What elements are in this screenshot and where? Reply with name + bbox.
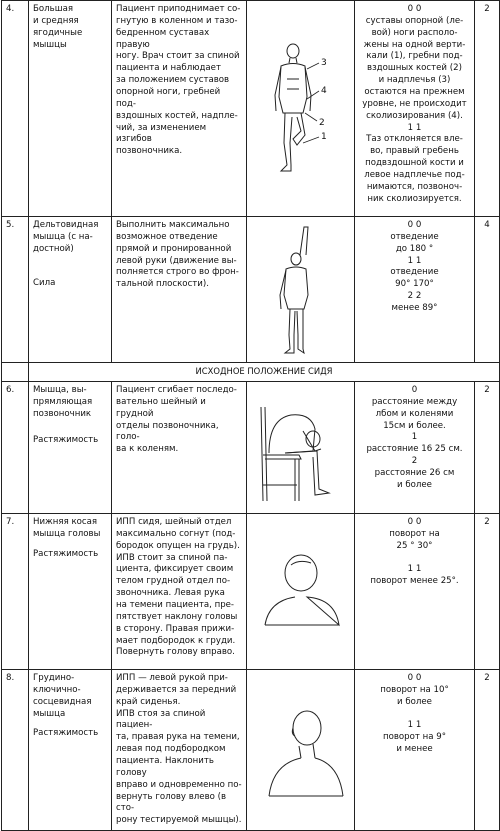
score: 2 [475,382,500,514]
seated-figure-forward-bend-icon [255,393,347,503]
figure-label-3: 3 [320,57,327,68]
table-row [2,217,500,363]
row-number: 6. [2,382,29,514]
figure-label-2: 2 [318,117,325,128]
property-label: Растяжимость [33,728,99,739]
head-rotation-figure-icon [255,547,347,637]
test-description: ИПП сидя, шейный отдел максимально согнут (под- бородок опущен на грудь). ИПВ стоит за спиной па- циента, фиксирует своим телом грудной отдел по- звоночника. Левая рука на темени пациента, пре- пятствует наклону головы в сторону. Правая прижи- мает подбородок к груди. Повернуть голову вправо. [116,517,240,658]
score: 4 [475,217,500,363]
table-row [2,514,500,670]
muscle-name: Дельтовидная мышца (с на- достной) [33,220,99,254]
section-heading-row [2,363,500,382]
property-label: Растяжимость [33,548,99,559]
row-number: 4. [2,1,29,217]
score: 2 [475,670,500,831]
test-result: 0 0 отведение до 180 ° 1 1 отведение 90° 170° 2 2 менее 89° [390,220,439,314]
table-row [2,670,500,831]
row-number: 5. [2,217,29,363]
muscle-name: Грудино- ключично- сосцевидная мышца [33,673,92,719]
test-description: ИПП — левой рукой при- держивается за передний край сиденья. ИПВ стоя за спиной пациен- та, правая рука на темени, левая под подбородком пациента. Наклонить голову вправо и одновременно по- вернуть голову влево (в сто- рону тестируемой мышцы). [116,673,242,826]
table-row [2,1,500,217]
figure-label-4: 4 [320,85,327,96]
test-result: 0 расстояние между лбом и коленями 15см и более. 1 расстояние 16 25 см. 2 расстояние 26 см и более [366,385,463,490]
test-description: Выполнить максимально возможное отведение прямой и пронированной левой руки (движение вы- полняется строго во фрон- тальной плоскости). [116,220,239,290]
property-label: Растяжимость [33,434,99,445]
table-row [2,382,500,514]
muscle-name: Мышца, вы- прямляющая позвоночник [33,385,93,419]
test-result: 0 0 суставы опорной (ле- вой) ноги располо- жены на одной верти- кали (1), гребни под- вздошных костей (2) и надплечья (3) остаются на прежнем уровне, не происходит сколиозирования (4). 1 1 Таз отклоняется вле- во, правый гребень подвздошной кости и левое надплечье под- нимаются, позвоноч- ник сколиозируется. [362,4,467,204]
muscle-name: Нижняя косая мышца головы [33,517,101,539]
row-number: 8. [2,670,29,831]
test-description: Пациент сгибает последо- вательно шейный и грудной отделы позвоночника, голо- ва к коленям. [116,385,237,455]
standing-figure-arm-raised-icon [266,225,336,355]
test-result: 0 0 поворот на 25 ° 30° 1 1 поворот менее 25°. [370,517,459,587]
muscle-name: Большая и средняя ягодичные мышцы [33,4,83,50]
muscle-test-table [1,0,500,831]
head-tilt-figure-icon [255,700,347,800]
test-result: 0 0 поворот на 10° и более 1 1 поворот на 9° и менее [380,673,449,755]
score: 2 [475,514,500,670]
section-title: ИСХОДНОЕ ПОЛОЖЕНИЕ СИДЯ [29,363,500,382]
figure-label-1: 1 [320,131,327,142]
row-number: 7. [2,514,29,670]
test-description: Пациент приподнимает со- гнутую в коленном и тазо- бедренном суставах правую ногу. Врач стоит за спиной пациента и наблюдает за положением суставов опорной ноги, гребней под- вздошных костей, надпле- чий, за изменением изгибов позвоночника. [116,4,241,157]
score: 2 [475,1,500,217]
standing-figure-raised-knee-icon [261,39,341,179]
property-label: Сила [33,277,56,288]
